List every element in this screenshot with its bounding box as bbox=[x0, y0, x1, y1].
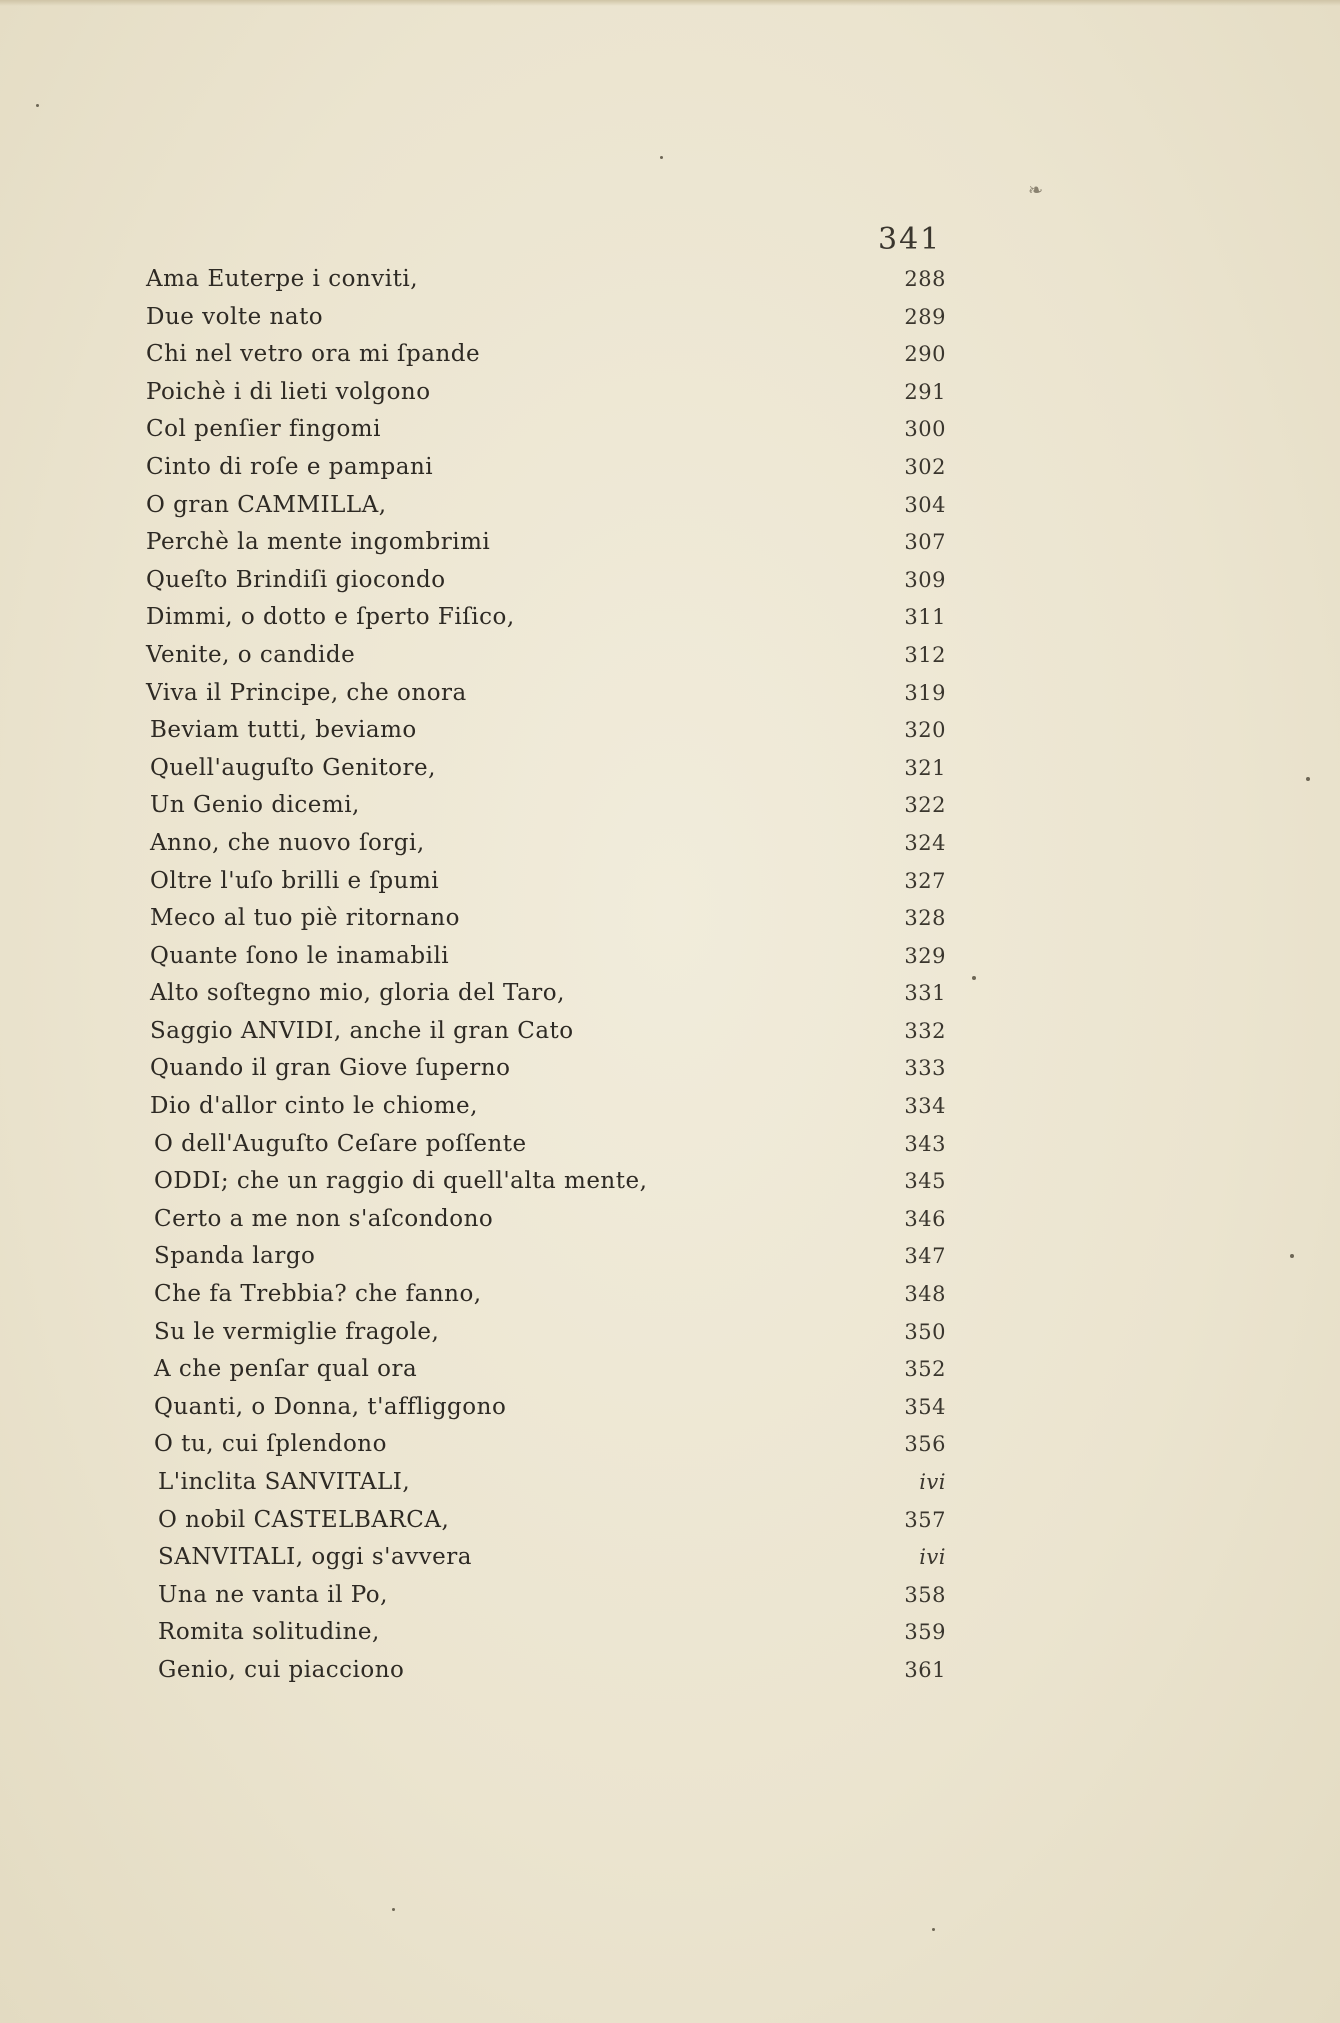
toc-entry bbox=[146, 266, 946, 304]
toc-entry-title: Dio d'allor cinto le chiome, bbox=[150, 1093, 478, 1120]
toc-entry bbox=[146, 755, 946, 793]
toc-entry-title: O gran CAMMILLA, bbox=[146, 491, 387, 518]
toc-entry-page: 346 bbox=[904, 1206, 946, 1231]
toc-entry-title: Oltre l'uſo brilli e ſpumi bbox=[150, 867, 440, 894]
toc-entry-title: L'inclita SANVITALI, bbox=[158, 1469, 411, 1495]
toc-entry bbox=[146, 1055, 946, 1093]
toc-entry-page: 352 bbox=[904, 1357, 946, 1382]
toc-entry bbox=[146, 1168, 946, 1206]
toc-entry-title: Dimmi, o dotto e ſperto Fiſico, bbox=[146, 604, 515, 631]
toc-entry bbox=[146, 567, 946, 605]
toc-entry-title: Romita solitudine, bbox=[158, 1619, 380, 1646]
toc-entry bbox=[146, 1206, 946, 1244]
toc-entry-title: A che penſar qual ora bbox=[154, 1356, 418, 1383]
toc-entry-title: Quanti, o Donna, t'affliggono bbox=[154, 1393, 507, 1420]
toc-entry-page: 312 bbox=[904, 642, 946, 667]
toc-entry bbox=[146, 642, 946, 680]
toc-entry bbox=[146, 1281, 946, 1319]
toc-entry-page: 319 bbox=[904, 680, 946, 705]
toc-entry-title: Certo a me non s'aſcondono bbox=[154, 1205, 494, 1232]
toc-entry-title: Su le vermiglie fragole, bbox=[154, 1318, 440, 1345]
toc-entry-title: Spanda largo bbox=[154, 1243, 316, 1270]
toc-entry-page: 290 bbox=[904, 342, 946, 367]
toc-entry bbox=[146, 1582, 946, 1620]
toc-entry bbox=[146, 379, 946, 417]
toc-entry-page: 288 bbox=[904, 267, 946, 291]
toc-entry-page: 343 bbox=[904, 1131, 946, 1156]
toc-entry-page: 345 bbox=[904, 1169, 946, 1194]
toc-entry-page: 334 bbox=[904, 1094, 946, 1119]
toc-entry-page: 328 bbox=[904, 906, 946, 931]
paper-speck bbox=[36, 104, 39, 107]
paper-speck bbox=[392, 1908, 395, 1911]
toc-entry bbox=[146, 1093, 946, 1131]
toc-entry-page: 331 bbox=[904, 981, 946, 1006]
toc-entry-title: Alto soſtegno mio, gloria del Taro, bbox=[150, 980, 565, 1007]
toc-entry bbox=[146, 1394, 946, 1432]
toc-entry bbox=[146, 717, 946, 755]
toc-entry bbox=[146, 416, 946, 454]
toc-entry-page: 358 bbox=[904, 1582, 946, 1607]
toc-entry bbox=[146, 1619, 946, 1657]
paper-speck bbox=[932, 1928, 935, 1931]
toc-entry bbox=[146, 529, 946, 567]
toc-entry-title: O tu, cui ſplendono bbox=[154, 1431, 387, 1458]
paper-speck bbox=[660, 156, 663, 159]
toc-entry bbox=[146, 1469, 946, 1507]
toc-entry-page: 311 bbox=[904, 605, 946, 630]
toc-entry-title: Anno, che nuovo ſorgi, bbox=[150, 829, 425, 856]
toc-entry-page: 320 bbox=[904, 718, 946, 743]
toc-entry-title: Chi nel vetro ora mi ſpande bbox=[146, 341, 481, 368]
toc-entry bbox=[146, 1431, 946, 1469]
toc-entry-title: Viva il Principe, che onora bbox=[146, 679, 467, 706]
toc-entry bbox=[146, 868, 946, 906]
toc-entry-title: Quell'auguſto Genitore, bbox=[150, 754, 436, 781]
toc-entry bbox=[146, 1018, 946, 1056]
toc-entry-page: 356 bbox=[904, 1432, 946, 1457]
toc-entry-page: 332 bbox=[904, 1018, 946, 1043]
toc-entry-title: Quante ſono le inamabili bbox=[150, 942, 450, 969]
toc-entry-title: O nobil CASTELBARCA, bbox=[158, 1506, 450, 1533]
toc-entry bbox=[146, 604, 946, 642]
toc-entry-title: Venite, o candide bbox=[146, 641, 356, 668]
toc-entry bbox=[146, 341, 946, 379]
toc-entry-page: 333 bbox=[904, 1056, 946, 1081]
toc-entry-page: 324 bbox=[904, 830, 946, 855]
toc-entry bbox=[146, 905, 946, 943]
toc-entry-page: 357 bbox=[904, 1507, 946, 1532]
toc-entry-title: O dell'Auguſto Ceſare poſſente bbox=[154, 1130, 527, 1157]
page-number: 341 bbox=[878, 222, 942, 257]
toc-entry bbox=[146, 304, 946, 342]
toc-entry-title: Quando il gran Giove ſuperno bbox=[150, 1055, 511, 1082]
toc-entry-title: Perchè la mente ingombrimi bbox=[146, 529, 491, 556]
toc-entry-title: Cinto di roſe e pampani bbox=[146, 453, 434, 480]
ornament-mark: ❧ bbox=[1028, 180, 1044, 201]
toc-entry-title: Ama Euterpe i conviti, bbox=[146, 266, 419, 292]
toc-entry-title: Che fa Trebbia? che fanno, bbox=[154, 1281, 482, 1308]
toc-entry-title: SANVITALI, oggi s'avvera bbox=[158, 1544, 472, 1571]
toc-entry-page: 359 bbox=[904, 1620, 946, 1645]
toc-entry bbox=[146, 1544, 946, 1582]
toc-entry-page: 361 bbox=[904, 1657, 946, 1682]
toc-entry bbox=[146, 492, 946, 530]
toc-entry-page: 307 bbox=[904, 530, 946, 555]
toc-entry-page: 354 bbox=[904, 1394, 946, 1419]
toc-entry-title: Un Genio dicemi, bbox=[150, 792, 360, 819]
toc-entry-page: 322 bbox=[904, 793, 946, 818]
toc-entry bbox=[146, 943, 946, 981]
toc-entry-title: Una ne vanta il Po, bbox=[158, 1581, 388, 1608]
toc-entry-page: 304 bbox=[904, 492, 946, 517]
toc-entry bbox=[146, 792, 946, 830]
toc-entry-title: Poichè i di lieti volgono bbox=[146, 378, 431, 405]
toc-entry-title: Col penſier fingomi bbox=[146, 416, 381, 443]
toc-entry-page: ivi bbox=[919, 1470, 946, 1494]
toc-entry-title: Beviam tutti, beviamo bbox=[150, 717, 417, 744]
toc-entry-title: ODDI; che un raggio di quell'alta mente, bbox=[154, 1168, 648, 1195]
toc-entry-page: 348 bbox=[904, 1282, 946, 1307]
toc-entry-page: 347 bbox=[904, 1244, 946, 1269]
paper-speck bbox=[972, 976, 976, 980]
table-of-contents bbox=[146, 266, 946, 1695]
toc-entry-title: Meco al tuo piè ritornano bbox=[150, 905, 460, 932]
toc-entry bbox=[146, 980, 946, 1018]
toc-entry-page: ivi bbox=[919, 1545, 946, 1570]
paper-speck bbox=[1306, 777, 1310, 781]
toc-entry-page: 289 bbox=[904, 304, 946, 329]
toc-entry-page: 327 bbox=[904, 868, 946, 893]
paper-speck bbox=[1290, 1254, 1294, 1258]
toc-entry bbox=[146, 1131, 946, 1169]
toc-entry-title: Genio, cui piacciono bbox=[158, 1656, 405, 1683]
toc-entry-page: 309 bbox=[904, 567, 946, 592]
toc-entry-page: 329 bbox=[904, 943, 946, 968]
toc-entry-page: 291 bbox=[904, 379, 946, 404]
toc-entry bbox=[146, 454, 946, 492]
toc-entry bbox=[146, 1356, 946, 1394]
toc-entry-title: Saggio ANVIDI, anche il gran Cato bbox=[150, 1017, 574, 1044]
toc-entry-title: Due volte nato bbox=[146, 303, 324, 330]
toc-entry-page: 321 bbox=[904, 755, 946, 780]
toc-entry bbox=[146, 1319, 946, 1357]
toc-entry-page: 300 bbox=[904, 417, 946, 442]
toc-entry bbox=[146, 680, 946, 718]
toc-entry bbox=[146, 1657, 946, 1695]
toc-entry-page: 350 bbox=[904, 1319, 946, 1344]
toc-entry-page: 302 bbox=[904, 454, 946, 479]
toc-entry-title: Queſto Brindiſi giocondo bbox=[146, 566, 446, 593]
toc-entry bbox=[146, 830, 946, 868]
toc-entry bbox=[146, 1243, 946, 1281]
toc-entry bbox=[146, 1507, 946, 1545]
